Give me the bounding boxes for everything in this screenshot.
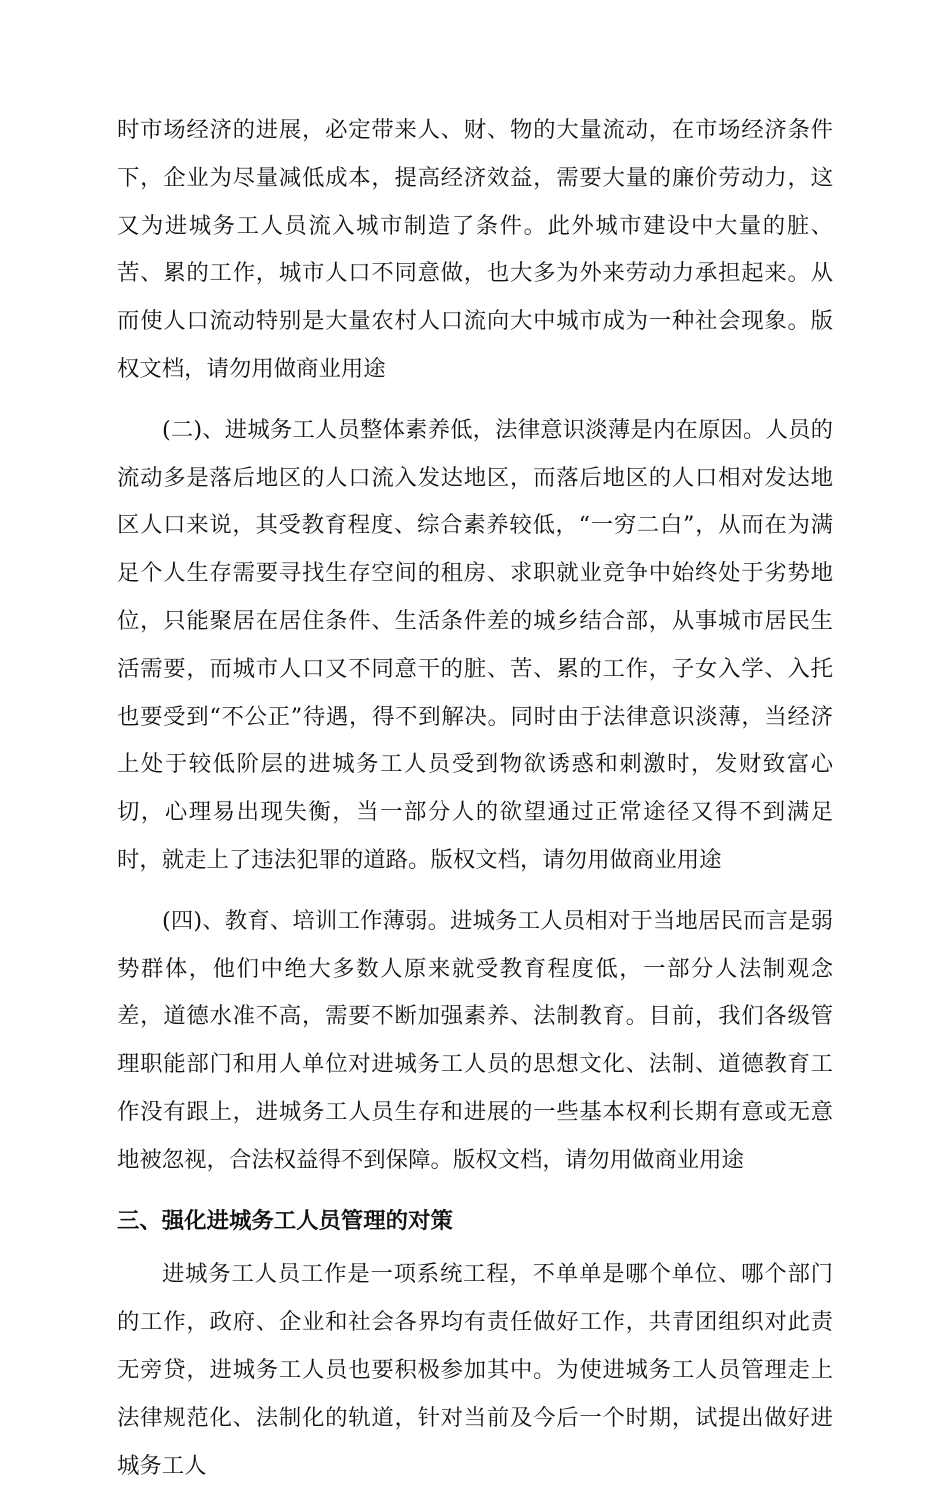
paragraph-countermeasures-intro: 进城务工人员工作是一项系统工程，不单单是哪个单位、哪个部门的工作，政府、企业和社会各界均有责任做好工作，共青团组织对此责无旁贷，进城务工人员也要积极参加其中。为使进城务工人员管理走上法律规范化、法制化的轨道，针对当前及今后一个时期，试提出做好进城务工人 <box>117 1261 833 1479</box>
paragraph-weak-education-training: (四)、教育、培训工作薄弱。进城务工人员相对于当地居民而言是弱势群体，他们中绝大多数人原来就受教育程度低，一部分人法制观念差，道德水准不高，需要不断加强素养、法制教育。目前，我们各级管理职能部门和用人单位对进城务工人员的思想文化、法制、道德教育工作没有跟上，进城务工人员生存和进展的一些基本权利长期有意或无意地被忽视，合法权益得不到保障。版权文档，请勿用做商业用途 <box>117 907 833 1173</box>
section-heading: 三、强化进城务工人员管理的对策 <box>117 1207 453 1234</box>
document-page <box>117 107 833 1503</box>
paragraph-market-economy: 时市场经济的进展，必定带来人、财、物的大量流动，在市场经济条件下，企业为尽量减低成本，提高经济效益，需要大量的廉价劳动力，这又为进城务工人员流入城市制造了条件。此外城市建设中大量的脏、苦、累的工作，城市人口不同意做，也大多为外来劳动力承担起来。从而使人口流动特别是大量农村人口流向大中城市成为一种社会现象。版权文档，请勿用做商业用途 <box>117 117 833 382</box>
paragraph-low-quality-awareness: (二)、进城务工人员整体素养低，法律意识淡薄是内在原因。人员的流动多是落后地区的人口流入发达地区，而落后地区的人口相对发达地区人口来说，其受教育程度、综合素养较低，“一穷二白”，从而在为满足个人生存需要寻找生存空间的租房、求职就业竞争中始终处于劣势地位，只能聚居在居住条件、生活条件差的城乡结合部，从事城市居民生活需要，而城市人口又不同意干的脏、苦、累的工作，子女入学、入托也要受到“不公正”待遇，得不到解决。同时由于法律意识淡薄，当经济上处于较低阶层的进城务工人员受到物欲诱惑和刺激时，发财致富心切，心理易出现失衡，当一部分人的欲望通过正常途径又得不到满足时，就走上了违法犯罪的道路。版权文档，请勿用做商业用途 <box>117 416 833 873</box>
